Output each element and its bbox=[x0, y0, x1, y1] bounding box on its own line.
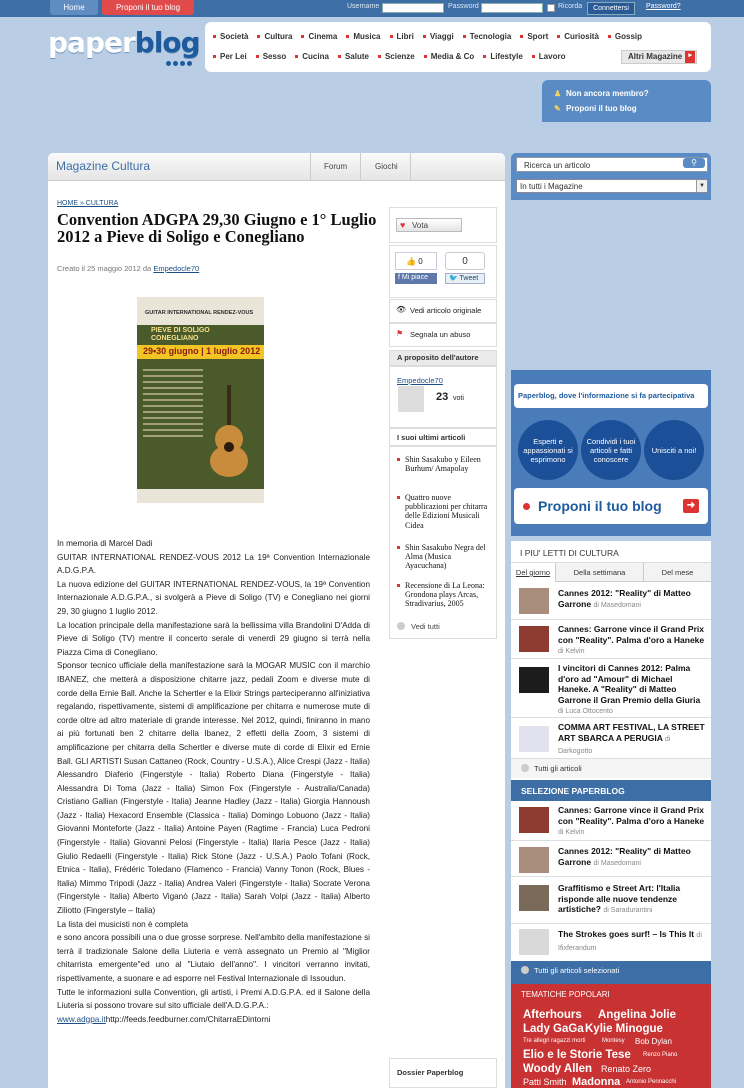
all-selected-link[interactable]: Tutti gli articoli selezionati bbox=[511, 961, 711, 984]
connect-button[interactable]: Connettersi bbox=[587, 2, 635, 15]
article-body bbox=[57, 537, 370, 1026]
article-thumbnail bbox=[519, 588, 549, 614]
topic-tag[interactable]: Tre allegri ragazzi morti bbox=[523, 1038, 586, 1044]
heart-icon: ♥ bbox=[400, 220, 406, 230]
remember-checkbox[interactable] bbox=[547, 4, 555, 12]
nav-row-1 bbox=[213, 32, 651, 41]
nav-item[interactable]: Musica bbox=[346, 32, 380, 41]
home-tab[interactable]: Home bbox=[50, 0, 98, 15]
article-meta: Creato il 25 maggio 2012 da Empedocle70 bbox=[57, 264, 200, 273]
author-votes-label: voti bbox=[453, 395, 464, 402]
author-link[interactable]: Kelvin bbox=[565, 829, 585, 836]
password-input[interactable] bbox=[481, 3, 543, 13]
article-paragraph: e sono ancora possibili una o due grosse sorprese. Nell'ambito della manifestazione si terrà il tradizionale Salone della Liuteria e verrà assegnato un Premio al "Miglior chitarrista emergente"ed uno al "Liutaio dell'anno". I vincitori verranno invitati, rispettivamente, a suonare e ad esporre nel Festival Internazionale di Issoudun. bbox=[57, 933, 370, 983]
poster-city-1: PIEVE DI SOLIGO bbox=[151, 327, 210, 334]
adgpa-link[interactable]: www.adgpa.it bbox=[57, 1014, 106, 1024]
topic-tag[interactable]: Afterhours bbox=[523, 1009, 582, 1021]
topic-tag[interactable]: Madonna bbox=[572, 1076, 621, 1088]
poster-city-2: CONEGLIANO bbox=[151, 335, 199, 342]
forum-link[interactable]: Forum bbox=[324, 162, 348, 171]
author-link[interactable]: Ifixferandum bbox=[558, 944, 597, 952]
popular-topics-header: TEMATICHE POPOLARI bbox=[511, 984, 711, 1005]
promo-header: Paperblog, dove l'informazione si fa partecipativa bbox=[514, 384, 708, 408]
search-icon[interactable]: ⚲ bbox=[683, 158, 705, 168]
topic-tag[interactable]: Angelina Jolie bbox=[598, 1009, 676, 1021]
author-link[interactable]: Kelvin bbox=[565, 648, 585, 655]
password-label: Password bbox=[448, 3, 479, 10]
list-item[interactable]: COMMA ART FESTIVAL, LA STREET ART SBARCA A PERUGIA di Darkogotto bbox=[511, 718, 711, 759]
article-paragraph: GUITAR INTERNATIONAL RENDEZ-VOUS 2012 La 19ª Convention Internazionale A.D.G.P.A. bbox=[57, 552, 370, 576]
latest-articles-header: I suoi ultimi articoli bbox=[389, 428, 497, 446]
propose-blog-tab[interactable]: Proponi il tuo blog bbox=[102, 0, 194, 15]
author-link[interactable]: Masedomani bbox=[600, 601, 641, 609]
search-box bbox=[511, 153, 711, 200]
topic-tag[interactable]: Renato Zero bbox=[601, 1064, 652, 1074]
topic-tag[interactable]: Bob Dylan bbox=[635, 1037, 672, 1046]
latest-article-item[interactable]: Shin Sasakubo Negra del Alma (Musica Ayacuchana) bbox=[397, 543, 493, 571]
nav-item[interactable]: Cinema bbox=[301, 32, 337, 41]
latest-articles-list bbox=[389, 446, 497, 639]
topic-tag[interactable]: Woody Allen bbox=[523, 1063, 592, 1075]
author-box bbox=[389, 366, 497, 428]
nav-item[interactable]: Salute bbox=[338, 52, 369, 61]
nav-item[interactable]: Cultura bbox=[257, 32, 292, 41]
list-item[interactable]: Graffitismo e Street Art: l'Italia risponde alle nuove tendenze artistiche? di Saradurantini bbox=[511, 877, 711, 924]
author-avatar[interactable] bbox=[398, 386, 424, 412]
breadcrumb: HOME » CULTURA bbox=[57, 200, 119, 207]
propose-blog-button[interactable]: Proponi il tuo blog ➜ bbox=[514, 488, 708, 524]
facebook-like-button[interactable]: f Mi piace bbox=[395, 273, 437, 284]
nav-item[interactable]: Cucina bbox=[295, 52, 329, 61]
article-paragraph: In memoria di Marcel Dadi bbox=[57, 539, 153, 548]
topic-tag[interactable]: Antonio Pennacchi bbox=[626, 1079, 677, 1085]
poster-title: GUITAR INTERNATIONAL RENDEZ-VOUS bbox=[145, 310, 254, 316]
article-link-line: www.adgpa.ithttp://feeds.feedburner.com/ChitarraEDintorni bbox=[57, 1014, 271, 1024]
nav-item[interactable]: Società bbox=[213, 32, 248, 41]
section-bar bbox=[48, 153, 505, 181]
nav-item[interactable]: Scienze bbox=[378, 52, 415, 61]
author-link[interactable]: Saradurantini bbox=[610, 907, 653, 914]
list-item[interactable]: Cannes 2012: "Reality" di Matteo Garrone di Masedomani bbox=[511, 841, 711, 877]
nav-item[interactable]: Curiosità bbox=[557, 32, 599, 41]
person-icon: ♟ bbox=[554, 89, 562, 98]
promo-circle-experts[interactable]: Esperti e appassionati si esprimono bbox=[518, 420, 578, 480]
topic-tag[interactable]: Elio e le Storie Tese bbox=[523, 1049, 631, 1061]
nav-item[interactable]: Libri bbox=[390, 32, 414, 41]
promo-box bbox=[511, 370, 711, 536]
author-link[interactable]: Empedocle70 bbox=[153, 264, 200, 273]
list-item[interactable]: I vincitori di Cannes 2012: Palma d'oro ad "Amour" di Michael Haneke. A "Reality" di Matteo Garrone il Gran Premio della Giuria di Luca Ottocento bbox=[511, 659, 711, 718]
latest-article-item[interactable]: Recensione di La Leona: Grondona plays Arcas, Stradivarius, 2005 bbox=[397, 581, 493, 609]
logo-text-paper: paper bbox=[48, 26, 135, 59]
promo-circle-share[interactable]: Condividi i tuoi articoli e fatti conoscere bbox=[581, 420, 641, 480]
article-title: Convention ADGPA 29,30 Giugno e 1° Luglio 2012 a Pieve di Soligo e Conegliano bbox=[57, 210, 377, 246]
see-all-link[interactable]: Vedi tutti bbox=[397, 622, 440, 631]
logo-dots bbox=[166, 58, 194, 68]
author-name-link[interactable]: Empedocle70 bbox=[397, 376, 443, 385]
nav-item[interactable]: Media & Co bbox=[424, 52, 475, 61]
topic-tag[interactable]: Patti Smith bbox=[523, 1077, 567, 1087]
nav-item[interactable]: Tecnologia bbox=[463, 32, 512, 41]
nav-item[interactable]: Sport bbox=[520, 32, 548, 41]
author-link[interactable]: Luca Ottocento bbox=[565, 708, 613, 715]
nav-item[interactable]: Lavoro bbox=[532, 52, 566, 61]
search-input[interactable]: Ricerca un articolo bbox=[516, 157, 708, 172]
pencil-icon: ✎ bbox=[554, 104, 561, 113]
event-poster-image bbox=[137, 297, 264, 503]
report-abuse-link[interactable]: ⚑ Segnala un abuso bbox=[389, 323, 497, 347]
all-articles-link[interactable]: Tutti gli articoli bbox=[511, 759, 711, 778]
article-paragraph: La nuova edizione del GUITAR INTERNATIONAL RENDEZ-VOUS, la 19ª Convention Internazionale A.D.G.P.A., si svolgerà a Pieve di Soligo (TV) e Conegliano nei giorni 29, 30 giugno 1 luglio 2012. bbox=[57, 579, 370, 616]
flag-icon: ⚑ bbox=[396, 329, 404, 338]
username-label: Username bbox=[347, 3, 380, 10]
logo-text-blog: blog bbox=[134, 26, 200, 59]
breadcrumb-home[interactable]: HOME bbox=[57, 200, 78, 207]
article-thumbnail bbox=[519, 885, 549, 911]
paperblog-logo[interactable] bbox=[48, 24, 198, 68]
selection-list bbox=[511, 801, 711, 984]
article-thumbnail bbox=[519, 807, 549, 833]
latest-article-item[interactable]: Shin Sasakubo y Eileen Burhum/ Amapolay bbox=[397, 455, 493, 473]
popular-topics-cloud bbox=[511, 1005, 711, 1088]
chevron-down-icon: ▼ bbox=[696, 180, 707, 192]
dossier-header: Dossier Paperblog bbox=[389, 1058, 497, 1088]
vote-box bbox=[389, 207, 497, 243]
guitar-icon bbox=[205, 385, 253, 477]
tweet-button[interactable]: 🐦 Tweet bbox=[445, 273, 485, 284]
latest-article-item[interactable]: Quattro nuove pubblicazioni per chitarra delle Edizioni Musicali Cidea bbox=[397, 493, 493, 530]
article-paragraph: La location principale della manifestazione sarà la bellissima villa Brandolini D'Adda di Pieve di Soligo (TV) mentre il concerto serale di venerdì 29 giugno si terrà nella Piazza Cima di Conegliano. bbox=[57, 620, 370, 657]
topic-tag[interactable]: Renzo Piano bbox=[643, 1052, 678, 1058]
tab-month[interactable]: Del mese bbox=[661, 568, 694, 577]
author-link[interactable]: Darkogotto bbox=[558, 748, 593, 755]
username-input[interactable] bbox=[382, 3, 444, 13]
author-votes-count: 23 bbox=[436, 391, 449, 403]
main-panel bbox=[48, 153, 505, 1088]
plus-circle-icon bbox=[521, 966, 529, 974]
nav-row-2 bbox=[213, 52, 574, 61]
member-box bbox=[542, 80, 711, 122]
vote-button[interactable]: ♥ Vota bbox=[396, 218, 462, 232]
remember-label: Ricorda bbox=[558, 3, 583, 10]
about-author-header: A proposito dell'autore bbox=[389, 350, 497, 366]
tab-week[interactable]: Della settimana bbox=[556, 563, 644, 582]
article-paragraph: Tutte le informazioni sulla Convention, gli artisti, i Premi A.D.G.P.A. ed il Salone della Liuteria si possono trovare sul sito ufficiale dell'A.D.G.P.A.: bbox=[57, 987, 370, 1011]
arrow-right-icon: ➜ bbox=[683, 499, 699, 513]
most-read-header: I PIU' LETTI DI CULTURA bbox=[511, 541, 711, 563]
article-thumbnail bbox=[519, 929, 549, 955]
tweet-count: 0 bbox=[445, 252, 485, 270]
more-magazines-button[interactable]: Altri Magazine ▸ bbox=[621, 50, 697, 64]
article-thumbnail bbox=[519, 726, 549, 752]
eye-icon: 👁 bbox=[396, 305, 407, 314]
promo-circle-join[interactable]: Unisciti a noi! bbox=[644, 420, 704, 480]
nav-item[interactable]: Sesso bbox=[256, 52, 287, 61]
article-thumbnail bbox=[519, 667, 549, 693]
topic-tag[interactable]: Montesy bbox=[602, 1038, 625, 1044]
plus-circle-icon bbox=[397, 622, 405, 630]
breadcrumb-category[interactable]: CULTURA bbox=[85, 200, 119, 207]
not-member-link[interactable]: ♟ Non ancora membro? bbox=[554, 89, 649, 98]
article-paragraph: Sponsor tecnico ufficiale della manifestazione sarà la MOGAR MUSIC con il marchio IBANEZ, che metterà a disposizione chitarre jazz, pedali Zoom e diverse mute di corde della Ernie Ball. Anche la Schertler e la Elixir Strings parteciperanno all'iniziativa regalando, rispettivamente, sistemi di amplificazione per chitarra e numerose mute di corde oltre ad altro materiale di grande interesse. Nel 2012, quindi, finiranno in mano ai più fortunati ben 2 chitarre della Ibanez, 2 effetti della Zoom, 3 sistemi di amplificazione per chitarra della Schertler e diverse mute di corde di Elixir ed Ernie Ball. GLI ARTISTI Susan Cattaneo (Rock, Country - U.S.A.), Alice Crespi (Jazz - Italia) Alessandro Diaferio (Fingerstyle - Italia) Roberto Diana (Fingerstyle - Italia) Alessandra Di Toma (Jazz - Italia) Simon Fox (Fingerstyle - Australia/Canada) Cristiano Gallian (Fingerstyle - Italia) Jeanne Hadley (Jazz - Italia) Giorgia Hannoush (Jazz - Italia) Hexacord Ensemble (Classica - Italia) Domingo Lobuono (Jazz - Italia) Giovanni Monteforte (Jazz - Italia) Antoine Payen (Ragtime - Francia) Luca Pedroni (Fingerstyle - Italia) Giovanni Pelosi (Fingerstyle - Italia) Ilaria Pesce (Jazz - Italia) Giulio Redaelli (Fingerstyle - Italia) Rick Stone (Jazz - U.S.A.) Paolo Tofani (Rock, Etnica - Italia), Frédéric Toledano (Flamenco - Francia) Vanny Tonon (Rock, Blues - Italia) Mimmo Tripodi (Jazz - Italia) Andrea Valeri (Fingerstyle - Italia) Socrate Verona (Fingerstyle - Italia) Alberto Viganò (Jazz - Italia) Sarah Volpi (Jazz - Italia) Alberto Ziliotto (Fingerstyle – Italia) bbox=[57, 661, 370, 916]
nav-item[interactable]: Gossip bbox=[608, 32, 642, 41]
list-item[interactable]: Cannes 2012: "Reality" di Matteo Garrone di Masedomani bbox=[511, 582, 711, 620]
games-link[interactable]: Giochi bbox=[375, 162, 398, 171]
list-item[interactable]: Cannes: Garrone vince il Grand Prix con "Reality". Palma d'oro a Haneke di Kelvin bbox=[511, 620, 711, 659]
most-read-tabs bbox=[511, 563, 711, 582]
top-bar bbox=[0, 0, 744, 17]
nav-item[interactable]: Lifestyle bbox=[483, 52, 522, 61]
nav-item[interactable]: Per Lei bbox=[213, 52, 247, 61]
topic-tag[interactable]: Kylie Minogue bbox=[585, 1023, 663, 1035]
category-nav bbox=[205, 22, 711, 72]
list-item[interactable]: The Strokes goes surf! – Is This It di Ifixferandum bbox=[511, 924, 711, 961]
article-thumbnail bbox=[519, 847, 549, 873]
section-title[interactable]: Magazine Cultura bbox=[56, 159, 151, 173]
propose-blog-link[interactable]: ✎ Proponi il tuo blog bbox=[554, 104, 637, 113]
article-paragraph: La lista dei musicisti non è completa bbox=[57, 919, 189, 929]
forgot-password-link[interactable]: Password? bbox=[646, 3, 681, 10]
list-item[interactable]: Cannes: Garrone vince il Grand Prix con "Reality". Palma d'oro a Haneke di Kelvin bbox=[511, 801, 711, 841]
selection-header: SELEZIONE PAPERBLOG bbox=[511, 780, 711, 801]
tab-day[interactable]: Del giorno bbox=[511, 563, 556, 582]
social-box bbox=[389, 245, 497, 298]
topic-tag[interactable]: Lady GaGa bbox=[523, 1023, 584, 1035]
most-read-list bbox=[511, 582, 711, 780]
view-original-link[interactable]: 👁 Vedi articolo originale bbox=[389, 299, 497, 323]
article-thumbnail bbox=[519, 626, 549, 652]
author-link[interactable]: Masedomani bbox=[600, 859, 641, 867]
search-scope-select[interactable]: In tutti i Magazine ▼ bbox=[516, 179, 708, 193]
plus-circle-icon bbox=[521, 764, 529, 772]
like-count: 👍 0 bbox=[395, 252, 437, 270]
nav-item[interactable]: Viaggi bbox=[423, 32, 454, 41]
poster-dates: 29•30 giugno | 1 luglio 2012 bbox=[143, 346, 261, 356]
